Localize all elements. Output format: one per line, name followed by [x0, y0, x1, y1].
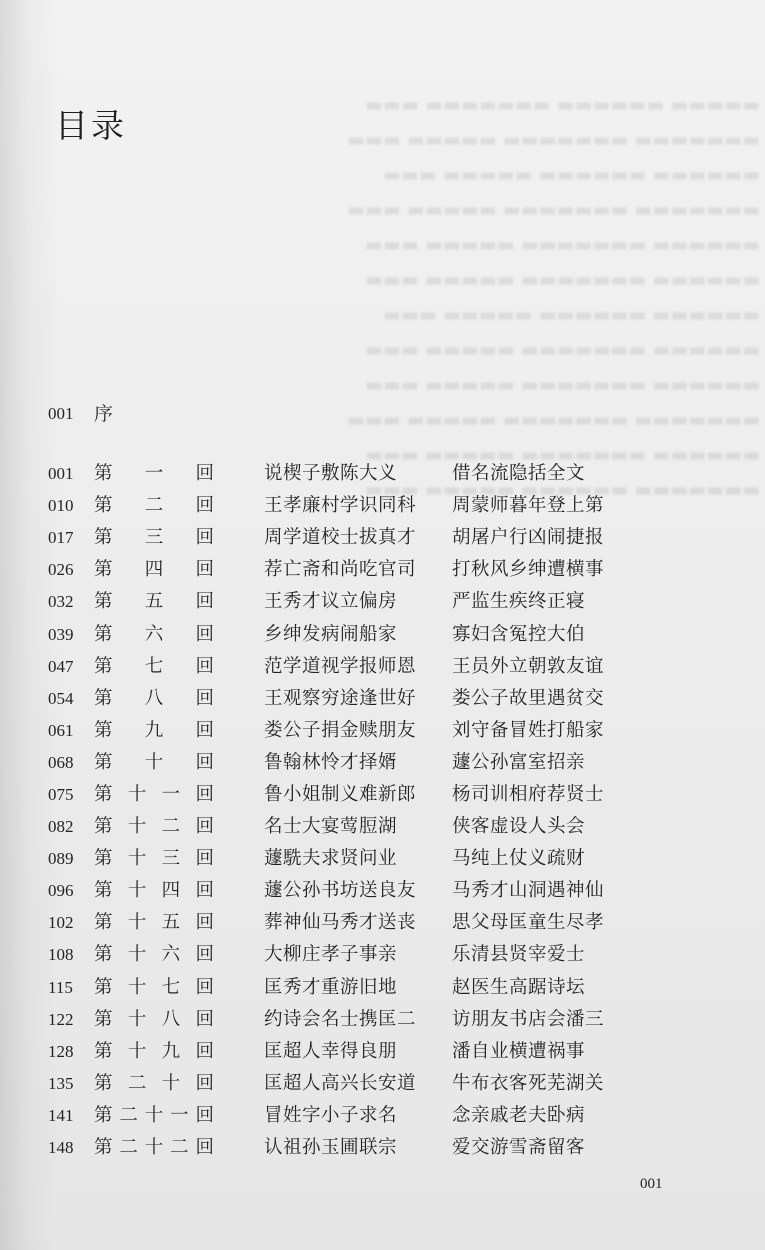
- toc-title-line1: 范学道视学报师恩: [264, 655, 417, 677]
- toc-chapter-cell: [94, 619, 264, 651]
- toc-title-line2: 借名流隐括全文: [452, 463, 586, 485]
- toc-page-number: 068: [48, 752, 74, 772]
- toc-title-line2: 蘧公孙富室招亲: [452, 751, 586, 773]
- toc-title-line1: 匡超人高兴长安道: [264, 1072, 417, 1094]
- toc-title-line1: 鲁小姐制义难新郎: [264, 783, 417, 805]
- toc-title-line1: 名士大宴莺脰湖: [264, 816, 398, 838]
- toc-chapter-number: 第三回: [94, 527, 214, 549]
- toc-page-number: 141: [48, 1105, 74, 1125]
- toc-row: [48, 586, 748, 618]
- toc-title-line2: 娄公子故里遇贫交: [452, 687, 605, 709]
- toc-row: [48, 907, 748, 939]
- toc-chapter-number: 第一回: [94, 463, 214, 485]
- toc-title-line1: 匡秀才重游旧地: [264, 976, 398, 998]
- toc-title-line2: 杨司训相府荐贤士: [452, 783, 605, 805]
- toc-row: [48, 618, 748, 650]
- toc-page-number: 039: [48, 624, 74, 644]
- toc-title-line2: 严监生疾终正寝: [452, 591, 586, 613]
- toc-chapter-number: 第十二回: [94, 816, 214, 838]
- toc-title-line1: 说楔子敷陈大义: [264, 463, 398, 485]
- toc-title-line1: 葬神仙马秀才送丧: [264, 912, 417, 934]
- bleed-through-shadow: ▬▬▬▬▬ ▬▬▬▬▬▬ ▬▬▬▬▬▬▬ ▬▬▬ ▬▬▬▬▬▬▬ ▬▬▬▬▬▬▬ ▬▬▬▬▬ ▬▬▬ ▬▬▬▬▬▬ ▬▬▬▬▬▬ ▬▬▬▬▬ ▬▬▬ ▬▬▬▬▬▬▬ ▬▬▬▬▬▬▬ ▬▬▬▬▬ ▬▬▬ ▬▬▬▬▬▬ ▬▬▬▬▬▬▬ ▬▬▬▬▬ ▬▬▬ ▬▬▬▬▬▬ ▬▬▬▬▬▬▬ ▬▬▬▬▬ ▬▬▬ ▬▬▬▬▬▬ ▬▬▬▬▬▬ ▬▬▬▬▬ ▬▬▬ ▬▬▬▬▬▬ ▬▬▬▬▬▬▬ ▬▬▬▬▬ ▬▬▬ ▬▬▬▬▬▬ ▬▬▬▬▬▬▬ ▬▬▬▬▬ ▬▬▬ ▬▬▬▬▬▬▬ ▬▬▬▬▬▬▬ ▬▬▬▬▬ ▬▬▬ ▬▬▬▬▬▬ ▬▬▬▬▬▬▬ ▬▬▬▬▬ ▬▬▬ ▬▬▬▬▬▬▬ ▬▬▬▬▬▬ ▬▬▬▬▬ ▬▬▬: [346, 94, 760, 501]
- toc-chapter-number: 第四回: [94, 559, 214, 581]
- toc-title-line1: 大柳庄孝子事亲: [264, 944, 398, 966]
- toc-page-number: 102: [48, 913, 74, 933]
- toc-title-line1: 乡绅发病闹船家: [264, 623, 398, 645]
- toc-title-line2: 胡屠户行凶闹捷报: [452, 527, 605, 549]
- toc-title-line2: 侠客虚设人头会: [452, 816, 586, 838]
- toc-page-number: 128: [48, 1041, 74, 1061]
- toc-chapter-number: 第十九回: [94, 1040, 214, 1062]
- toc-chapter-number: 第十七回: [94, 976, 214, 998]
- toc-chapter-cell: [94, 875, 264, 907]
- preface-label: 序: [94, 403, 114, 425]
- toc-title-line2: 赵医生高踞诗坛: [452, 976, 586, 998]
- toc-chapter-number: 第六回: [94, 623, 214, 645]
- toc-chapter-number: 第十六回: [94, 944, 214, 966]
- toc-chapter-number: 第十八回: [94, 1008, 214, 1030]
- toc-title-line1: 娄公子捐金赎朋友: [264, 719, 417, 741]
- toc-chapter-cell: [94, 1004, 264, 1036]
- toc-chapter-number: 第十一回: [94, 783, 214, 805]
- toc-title-line1: 冒姓字小子求名: [264, 1104, 398, 1126]
- toc-title-line1: 蘧駪夫求贤问业: [264, 848, 398, 870]
- toc-title-line2: 潘自业横遭祸事: [452, 1040, 586, 1062]
- table-of-contents: [48, 458, 748, 1164]
- toc-title-line1: 王观察穷途逢世好: [264, 687, 417, 709]
- toc-chapter-cell: [94, 811, 264, 843]
- toc-title-line1: 蘧公孙书坊送良友: [264, 880, 417, 902]
- toc-chapter-number: 第八回: [94, 687, 214, 709]
- toc-chapter-number: 第十回: [94, 751, 214, 773]
- toc-page-number: 026: [48, 560, 74, 580]
- toc-row: [48, 875, 748, 907]
- toc-title-line2: 刘守备冒姓打船家: [452, 719, 605, 741]
- toc-title-line2: 牛布衣客死芜湖关: [452, 1072, 605, 1094]
- toc-title-line1: 荐亡斋和尚吃官司: [264, 559, 417, 581]
- toc-chapter-cell: [94, 1068, 264, 1100]
- toc-row: [48, 490, 748, 522]
- toc-chapter-cell: [94, 1132, 264, 1164]
- toc-page-number: 122: [48, 1009, 74, 1029]
- toc-title-line1: 鲁翰林怜才择婿: [264, 751, 398, 773]
- toc-chapter-cell: [94, 1036, 264, 1068]
- toc-chapter-number: 第二十回: [94, 1072, 214, 1094]
- toc-row: [48, 972, 748, 1004]
- toc-chapter-number: 第十三回: [94, 848, 214, 870]
- toc-page-number: 082: [48, 817, 74, 837]
- toc-title-line2: 念亲戚老夫卧病: [452, 1104, 586, 1126]
- toc-page-number: 010: [48, 496, 74, 516]
- toc-chapter-number: 第七回: [94, 655, 214, 677]
- toc-chapter-cell: [94, 907, 264, 939]
- toc-title-line2: 打秋风乡绅遭横事: [452, 559, 605, 581]
- toc-chapter-number: 第十四回: [94, 880, 214, 902]
- toc-page-number: 047: [48, 656, 74, 676]
- toc-page-number: 115: [48, 977, 73, 997]
- toc-page-number: 001: [48, 464, 74, 484]
- toc-chapter-cell: [94, 715, 264, 747]
- toc-chapter-cell: [94, 843, 264, 875]
- toc-title-line2: 寡妇含冤控大伯: [452, 623, 586, 645]
- toc-page-number: 148: [48, 1138, 74, 1158]
- toc-page-number: 054: [48, 688, 74, 708]
- toc-row: [48, 1036, 748, 1068]
- toc-page-number: 108: [48, 945, 74, 965]
- toc-chapter-cell: [94, 586, 264, 618]
- toc-row: [48, 683, 748, 715]
- toc-row: [48, 522, 748, 554]
- toc-title-line1: 王孝廉村学识同科: [264, 495, 417, 517]
- toc-chapter-number: 第五回: [94, 591, 214, 613]
- toc-title-line2: 王员外立朝敦友谊: [452, 655, 605, 677]
- toc-title-line2: 马秀才山洞遇神仙: [452, 880, 605, 902]
- toc-chapter-number: 第二十一回: [94, 1104, 214, 1126]
- toc-chapter-number: 第十五回: [94, 912, 214, 934]
- toc-row: [48, 747, 748, 779]
- toc-row: [48, 651, 748, 683]
- toc-title-line2: 乐清县贤宰爱士: [452, 944, 586, 966]
- toc-title-line1: 认祖孙玉圃联宗: [264, 1137, 398, 1159]
- toc-title-line2: 访朋友书店会潘三: [452, 1008, 605, 1030]
- toc-row: [48, 843, 748, 875]
- toc-row: [48, 1068, 748, 1100]
- toc-page-number: 032: [48, 592, 74, 612]
- toc-row: [48, 779, 748, 811]
- toc-page-number: 061: [48, 720, 74, 740]
- toc-chapter-number: 第九回: [94, 719, 214, 741]
- page-folio-number: 001: [640, 1176, 663, 1192]
- toc-chapter-cell: [94, 683, 264, 715]
- toc-chapter-cell: [94, 554, 264, 586]
- toc-row: [48, 1100, 748, 1132]
- toc-chapter-cell: [94, 522, 264, 554]
- toc-page-number: 075: [48, 784, 74, 804]
- toc-chapter-cell: [94, 458, 264, 490]
- toc-title-line1: 王秀才议立偏房: [264, 591, 398, 613]
- toc-row: [48, 715, 748, 747]
- toc-row: [48, 554, 748, 586]
- toc-row: [48, 1004, 748, 1036]
- toc-title-line1: 匡超人幸得良朋: [264, 1040, 398, 1062]
- toc-title-line2: 思父母匡童生尽孝: [452, 912, 605, 934]
- toc-chapter-cell: [94, 651, 264, 683]
- toc-row: [48, 1132, 748, 1164]
- toc-chapter-cell: [94, 747, 264, 779]
- toc-chapter-number: 第二回: [94, 495, 214, 517]
- toc-chapter-cell: [94, 779, 264, 811]
- toc-chapter-number: 第二十二回: [94, 1137, 214, 1159]
- toc-page-number: 017: [48, 528, 74, 548]
- toc-row: [48, 811, 748, 843]
- preface-entry: [48, 398, 113, 430]
- toc-title-line1: 约诗会名士携匡二: [264, 1008, 417, 1030]
- toc-page-number: 135: [48, 1073, 74, 1093]
- toc-title-line2: 马纯上仗义疏财: [452, 848, 586, 870]
- preface-page-number: 001: [48, 404, 74, 423]
- toc-chapter-cell: [94, 939, 264, 971]
- toc-chapter-cell: [94, 972, 264, 1004]
- toc-page-number: 096: [48, 881, 74, 901]
- toc-page-number: 089: [48, 849, 74, 869]
- page-title: 目录: [55, 106, 127, 145]
- toc-title-line2: 周蒙师暮年登上第: [452, 495, 605, 517]
- toc-title-line1: 周学道校士拔真才: [264, 527, 417, 549]
- toc-title-line2: 爱交游雪斋留客: [452, 1137, 586, 1159]
- toc-row: [48, 458, 748, 490]
- toc-chapter-cell: [94, 1100, 264, 1132]
- toc-chapter-cell: [94, 490, 264, 522]
- toc-row: [48, 939, 748, 971]
